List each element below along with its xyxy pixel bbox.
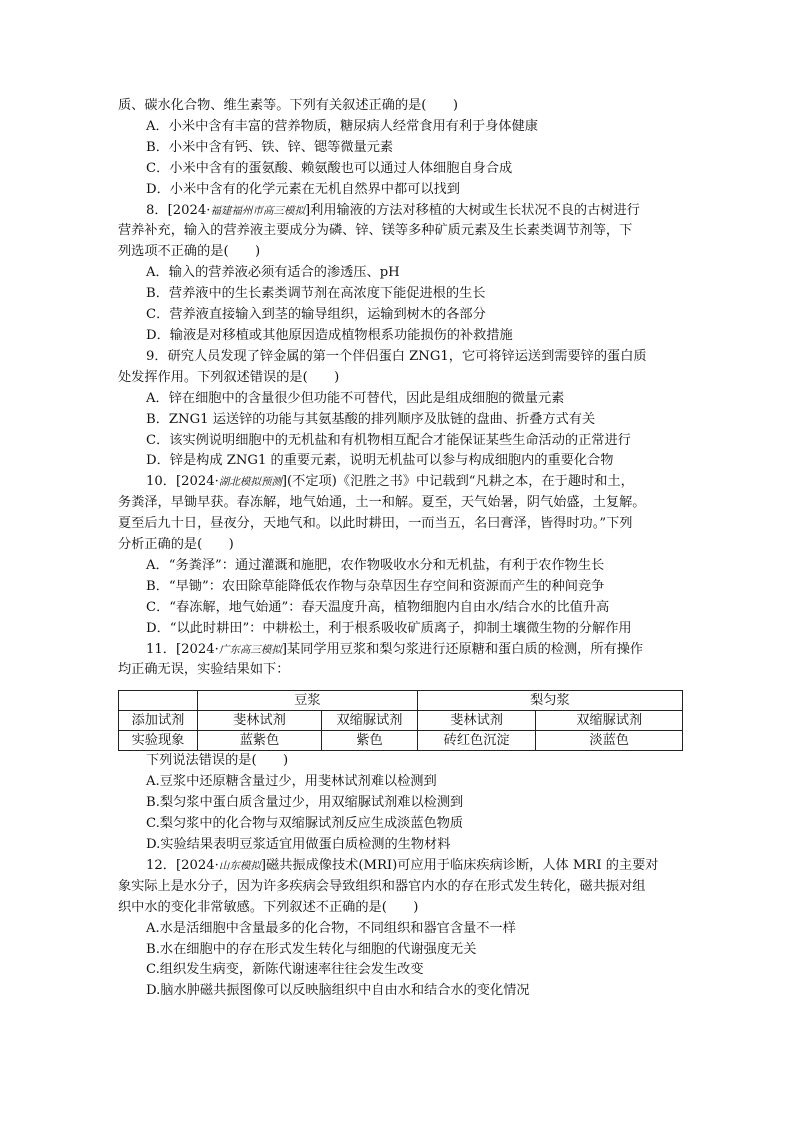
table-row [119, 731, 683, 751]
q7-option-b: B．小米中含有钙、铁、锌、锶等微量元素 [146, 139, 394, 155]
q8-source: 福建福州市高三模拟 [210, 204, 305, 217]
q11-question: 下列说法错误的是( ) [146, 753, 289, 769]
table-cell: 淡蓝色 [536, 731, 683, 751]
table-row-label: 添加试剂 [119, 711, 198, 731]
q9-option-c: C．该实例说明细胞中的无机盐和有机物相互配合才能保证某些生命活动的正常进行 [146, 432, 631, 448]
q12-number: 12．[ [146, 857, 182, 873]
q10-stem-line-2: 务粪泽，早锄早获。春冻解，地气始通，土一和解。夏至，天气始暑，阴气始盛，土复解。 [118, 495, 646, 511]
q12-option-c: C.组织发生病变，新陈代谢速率往往会发生改变 [146, 962, 424, 978]
q11-stem-line-1: ]某同学用豆浆和梨匀浆进行还原糖和蛋白质的检测，所有操作 [281, 641, 644, 657]
table-cell: 斐林试剂 [197, 711, 321, 731]
experiment-results-table [118, 690, 683, 751]
q10-source: 湖北模拟预测 [218, 476, 282, 489]
q12-option-d: D.脑水肿磁共振图像可以反映脑组织中自由水和结合水的变化情况 [146, 983, 530, 999]
q12-stem-line-1: ]磁共振成像技术(MRI)可应用于临床疾病诊断，人体 MRI 的主要对 [260, 857, 659, 873]
q10-stem-first-line [118, 472, 683, 493]
table-cell: 蓝紫色 [197, 731, 321, 751]
q9-option-b: B．ZNG1 运送锌的功能与其氨基酸的排列顺序及肽链的盘曲、折叠方式有关 [146, 411, 596, 427]
q12-source: 山东模拟 [218, 859, 261, 872]
q8-option-d: D．输液是对移植或其他原因造成植物根系功能损伤的补救措施 [146, 327, 513, 343]
table-group-pear-homogenate: 梨匀浆 [417, 691, 682, 711]
q8-option-b: B．营养液中的生长素类调节剂在高浓度下能促进根的生长 [146, 286, 486, 302]
q10-year: 2024· [181, 474, 219, 490]
q11-option-b: B.梨匀浆中蛋白质含量过少，用双缩脲试剂难以检测到 [146, 795, 464, 811]
q10-option-c: C．“春冻解，地气始通”：春天温度升高，植物细胞内自由水/结合水的比值升高 [146, 599, 610, 615]
table-row [119, 711, 683, 731]
q11-stem-line-2: 均正确无误，实验结果如下： [118, 662, 290, 678]
q8-number: 8．[ [146, 202, 173, 218]
q10-option-a: A．“务粪泽”：通过灌溉和施肥，农作物吸收水分和无机盐，有利于农作物生长 [146, 557, 605, 573]
q10-stem-line-3: 夏至后九十日，昼夜分，天地气和。以此时耕田，一而当五，名曰膏泽，皆得时功。”下列 [118, 516, 633, 532]
q10-option-d: D．“以此时耕田”：中耕松土，利于根系吸收矿质离子，抑制土壤微生物的分解作用 [146, 620, 632, 636]
q11-year: 2024· [181, 641, 219, 657]
q8-stem-first-line [118, 201, 683, 222]
q8-stem-line-2: 营养补充，输入的营养液主要成分为磷、锌、镁等多种矿质元素及生长素类调节剂等，下 [118, 223, 633, 239]
q8-stem-line-1: ]利用输液的方法对移植的大树或生长状况不良的古树进行 [305, 202, 640, 218]
q8-year: 2024· [172, 202, 211, 218]
table-corner-cell [119, 691, 198, 711]
q12-year: 2024· [181, 857, 219, 873]
table-group-soy-milk: 豆浆 [197, 691, 417, 711]
q10-option-b: B．“早锄”：农田除草能降低农作物与杂草因生存空间和资源而产生的种间竞争 [146, 578, 605, 594]
question-7-stem-continuation: 质、碳水化合物、维生素等。下列有关叙述正确的是( ) [118, 98, 458, 113]
q9-stem-line-1: 9．研究人员发现了锌金属的第一个伴侣蛋白 ZNG1，它可将锌运送到需要锌的蛋白质 [146, 348, 647, 364]
table-row-label: 实验现象 [119, 731, 198, 751]
exam-page [118, 96, 683, 1002]
table-cell: 双缩脲试剂 [536, 711, 683, 731]
q12-option-b: B.水在细胞中的存在形式发生转化与细胞的代谢强度无关 [146, 941, 477, 957]
q11-stem-first-line [118, 640, 683, 661]
q12-stem-first-line [118, 856, 683, 877]
q8-option-c: C．营养液直接输入到茎的输导组织，运输到树木的各部分 [146, 307, 486, 323]
table-cell: 双缩脲试剂 [322, 711, 418, 731]
q11-option-c: C.梨匀浆中的化合物与双缩脲试剂反应生成淡蓝色物质 [146, 816, 464, 832]
q10-stem-line-4: 分析正确的是( ) [118, 537, 234, 553]
q11-source: 广东高三模拟 [218, 643, 282, 656]
q7-option-a: A．小米中含有丰富的营养物质，糖尿病人经常食用有利于身体健康 [146, 118, 538, 134]
q7-option-d: D．小米中含有的化学元素在无机自然界中都可以找到 [146, 181, 460, 197]
q11-option-a: A.豆浆中还原糖含量过少，用斐林试剂难以检测到 [146, 774, 437, 790]
q11-number: 11．[ [146, 641, 182, 657]
table-cell: 紫色 [322, 731, 418, 751]
q9-option-a: A．锌在细胞中的含量很少但功能不可替代，因此是组成细胞的微量元素 [146, 390, 565, 406]
q12-option-a: A.水是活细胞中含量最多的化合物，不同组织和器官含量不一样 [146, 920, 516, 936]
q9-option-d: D．锌是构成 ZNG1 的重要元素，说明无机盐可以参与构成细胞内的重要化合物 [146, 453, 614, 469]
q10-stem-line-1: ](不定项)《氾胜之书》中记载到“凡耕之本，在于趣时和土， [281, 474, 634, 490]
q10-number: 10．[ [146, 474, 182, 490]
q11-option-d: D.实验结果表明豆浆适宜用做蛋白质检测的生物材料 [146, 837, 451, 852]
q8-stem-line-3: 列选项不正确的是( ) [118, 244, 261, 260]
table-cell: 砖红色沉淀 [417, 731, 535, 751]
q8-option-a: A．输入的营养液必须有适合的渗透压、pH [146, 265, 400, 281]
table-header-row [119, 691, 683, 711]
table-cell: 斐林试剂 [417, 711, 535, 731]
q12-stem-line-2: 象实际上是水分子，因为许多疾病会导致组织和器官内水的存在形式发生转化，磁共振对组 [118, 878, 646, 894]
q12-stem-line-3: 织中水的变化非常敏感。下列叙述不正确的是( ) [118, 899, 419, 915]
q9-stem-line-2: 处发挥作用。下列叙述错误的是( ) [118, 369, 340, 385]
q7-option-c: C．小米中含有的蛋氨酸、赖氨酸也可以通过人体细胞自身合成 [146, 160, 513, 176]
